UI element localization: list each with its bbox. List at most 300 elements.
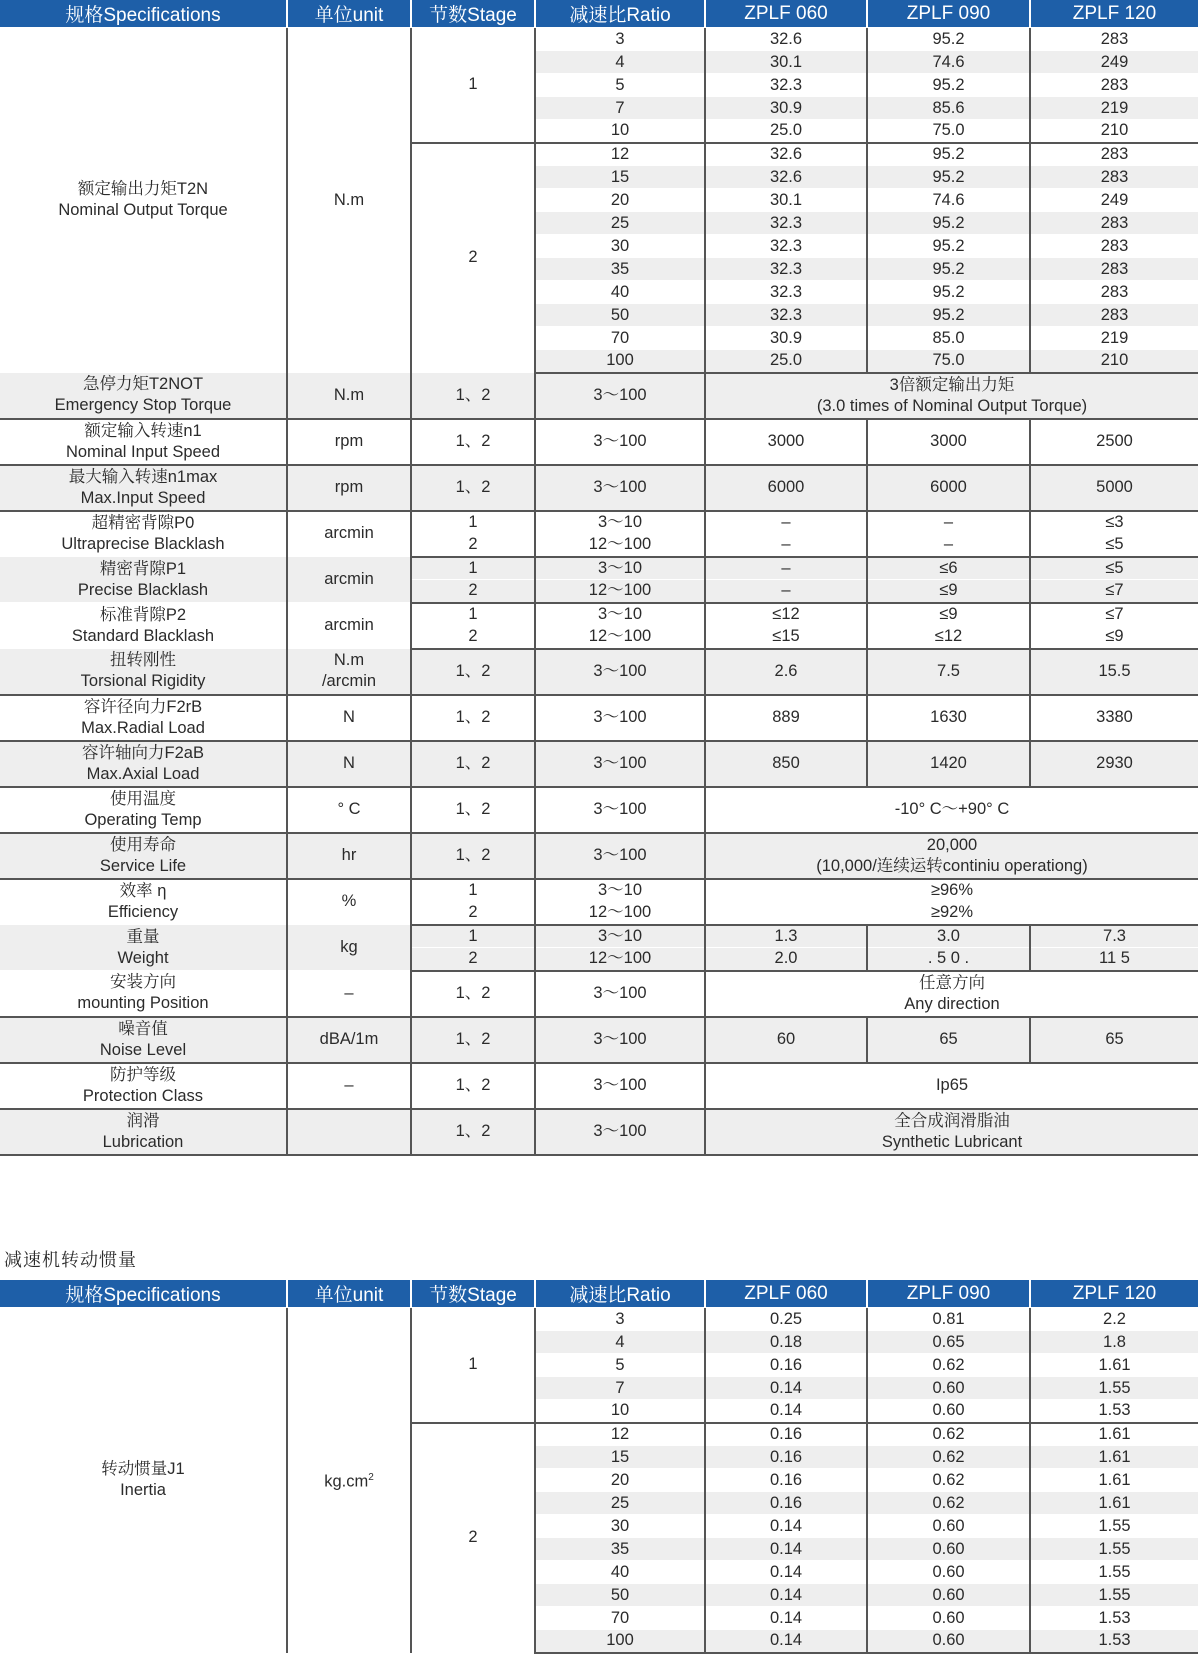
spec-label-en: Precise Blacklash xyxy=(77,580,209,599)
zplf-120-value: 283 xyxy=(1030,281,1198,304)
table-row xyxy=(0,741,1198,787)
ratio-cell: 50 xyxy=(535,1584,705,1607)
spec-label xyxy=(0,465,287,511)
spec-label-cn: 急停力矩T2NOT xyxy=(82,375,204,394)
zplf-090-value: 0.62 xyxy=(867,1469,1030,1492)
zplf-120-value: 283 xyxy=(1030,258,1198,281)
spec-label-cn: 容许轴向力F2aB xyxy=(82,743,204,762)
ratio-cell: 3～10 xyxy=(535,603,705,626)
zplf-060-value: 32.3 xyxy=(705,258,867,281)
zplf-120-value: ≤3 xyxy=(1030,511,1198,534)
unit-cell: N xyxy=(287,741,411,787)
zplf-120-value: 1.53 xyxy=(1030,1400,1198,1423)
merged-value-line-1: 3倍额定输出力矩 xyxy=(889,375,1015,394)
zplf-120-value: 1.61 xyxy=(1030,1354,1198,1377)
spec-label-cn: 标准背隙P2 xyxy=(99,605,187,624)
merged-value: ≥92% xyxy=(705,902,1198,925)
ratio-cell: 3～100 xyxy=(535,787,705,833)
unit-line-2: /arcmin xyxy=(321,672,377,691)
zplf-060-value: 0.14 xyxy=(705,1561,867,1584)
unit-cell: hr xyxy=(287,833,411,879)
zplf-090-value: 0.60 xyxy=(867,1400,1030,1423)
merged-value-line-2: Synthetic Lubricant xyxy=(881,1132,1023,1151)
zplf-120-value: 283 xyxy=(1030,74,1198,97)
table-row xyxy=(0,465,1198,511)
merged-value xyxy=(705,833,1198,879)
zplf-120-value: ≤5 xyxy=(1030,534,1198,557)
spec-label xyxy=(0,971,287,1017)
zplf-090-value: 1630 xyxy=(867,695,1030,741)
zplf-060-value: 2.6 xyxy=(705,649,867,695)
spec-label xyxy=(0,1017,287,1063)
header-zplf-060: ZPLF 060 xyxy=(705,1280,867,1308)
spec-label-cn: 额定输入转速n1 xyxy=(84,421,202,440)
ratio-cell: 3～100 xyxy=(535,419,705,465)
spec-label-cn: 润滑 xyxy=(126,1111,160,1130)
spec-label-cn: 容许径向力F2rB xyxy=(83,697,203,716)
ratio-cell: 50 xyxy=(535,304,705,327)
table-row xyxy=(0,1308,1198,1331)
table-row xyxy=(0,649,1198,695)
ratio-cell: 3～100 xyxy=(535,741,705,787)
unit-cell: N xyxy=(287,695,411,741)
table-row xyxy=(0,373,1198,419)
header-zplf-090: ZPLF 090 xyxy=(867,0,1030,28)
table-row xyxy=(0,833,1198,879)
ratio-cell: 100 xyxy=(535,1630,705,1653)
zplf-060-value: 1.3 xyxy=(705,925,867,948)
zplf-120-value: 2930 xyxy=(1030,741,1198,787)
unit-cell: arcmin xyxy=(287,603,411,649)
zplf-060-value: 0.14 xyxy=(705,1584,867,1607)
zplf-090-value: – xyxy=(867,534,1030,557)
table-row xyxy=(0,419,1198,465)
stage-cell: 1 xyxy=(411,603,535,626)
ratio-cell: 3 xyxy=(535,1308,705,1331)
ratio-cell: 3～100 xyxy=(535,1063,705,1109)
header-ratio: 减速比Ratio xyxy=(535,1280,705,1308)
zplf-120-value: 283 xyxy=(1030,166,1198,189)
zplf-120-value: 283 xyxy=(1030,235,1198,258)
zplf-120-value: 210 xyxy=(1030,120,1198,143)
spec-label-en: Standard Blacklash xyxy=(71,626,215,645)
zplf-060-value: 889 xyxy=(705,695,867,741)
spec-label-en: Noise Level xyxy=(99,1040,187,1059)
spec-label-cn: 使用温度 xyxy=(110,789,176,808)
spec-label-en: Nominal Output Torque xyxy=(58,201,228,219)
zplf-120-value: 1.53 xyxy=(1030,1630,1198,1653)
header-ratio: 减速比Ratio xyxy=(535,0,705,28)
zplf-090-value: . 5 0 . xyxy=(867,948,1030,971)
zplf-120-value: ≤7 xyxy=(1030,603,1198,626)
unit-cell: arcmin xyxy=(287,511,411,557)
table-row xyxy=(0,1017,1198,1063)
stage-cell: 1、2 xyxy=(411,1063,535,1109)
zplf-120-value: 283 xyxy=(1030,28,1198,51)
zplf-060-value: 30.9 xyxy=(705,327,867,350)
spec-label-cn: 最大输入转速n1max xyxy=(68,467,218,486)
zplf-120-value: 2.2 xyxy=(1030,1308,1198,1331)
stage-cell: 1、2 xyxy=(411,373,535,419)
ratio-cell: 3～10 xyxy=(535,879,705,902)
stage-cell: 2 xyxy=(411,902,535,925)
zplf-090-value: – xyxy=(867,511,1030,534)
zplf-060-value: 32.3 xyxy=(705,281,867,304)
spec-label xyxy=(0,557,287,603)
zplf-060-value: 850 xyxy=(705,741,867,787)
zplf-060-value: 60 xyxy=(705,1017,867,1063)
unit-cell xyxy=(287,1109,411,1155)
ratio-cell: 100 xyxy=(535,350,705,373)
zplf-090-value: 95.2 xyxy=(867,281,1030,304)
spec-label xyxy=(0,373,287,419)
zplf-090-value: ≤6 xyxy=(867,557,1030,580)
zplf-120-value: 15.5 xyxy=(1030,649,1198,695)
zplf-090-value: ≤9 xyxy=(867,580,1030,603)
zplf-120-value: 1.55 xyxy=(1030,1538,1198,1561)
ratio-cell: 12～100 xyxy=(535,580,705,603)
zplf-120-value: 2500 xyxy=(1030,419,1198,465)
ratio-cell: 35 xyxy=(535,258,705,281)
spec-label xyxy=(0,419,287,465)
table-row xyxy=(0,971,1198,1017)
zplf-090-value: 0.60 xyxy=(867,1561,1030,1584)
zplf-120-value: 5000 xyxy=(1030,465,1198,511)
ratio-cell: 3～100 xyxy=(535,833,705,879)
spec-label-en: Efficiency xyxy=(107,902,179,921)
zplf-060-value: 30.1 xyxy=(705,189,867,212)
zplf-060-value: 32.3 xyxy=(705,304,867,327)
ratio-cell: 3～10 xyxy=(535,511,705,534)
ratio-cell: 15 xyxy=(535,166,705,189)
zplf-090-value: 3000 xyxy=(867,419,1030,465)
stage-cell: 2 xyxy=(411,948,535,971)
zplf-060-value: 3000 xyxy=(705,419,867,465)
spec-label-cn: 噪音值 xyxy=(118,1019,168,1038)
header-row xyxy=(0,0,1198,28)
spec-label-cn: 扭转刚性 xyxy=(110,651,176,670)
header-zplf-090: ZPLF 090 xyxy=(867,1280,1030,1308)
spec-label-en: Max.Axial Load xyxy=(86,764,200,783)
spec-label-en: Emergency Stop Torque xyxy=(54,396,232,415)
zplf-060-value: 0.14 xyxy=(705,1515,867,1538)
unit-cell: dBA/1m xyxy=(287,1017,411,1063)
zplf-120-value: 1.55 xyxy=(1030,1584,1198,1607)
ratio-cell: 4 xyxy=(535,51,705,74)
zplf-060-value: 0.14 xyxy=(705,1630,867,1653)
zplf-120-value: ≤5 xyxy=(1030,557,1198,580)
spec-label-en: Service Life xyxy=(99,856,187,875)
zplf-120-value: ≤7 xyxy=(1030,580,1198,603)
ratio-cell: 3～100 xyxy=(535,465,705,511)
zplf-090-value: 95.2 xyxy=(867,28,1030,51)
unit-cell: ° C xyxy=(287,787,411,833)
zplf-090-value: 95.2 xyxy=(867,235,1030,258)
spec-label-en: Protection Class xyxy=(82,1086,204,1105)
merged-value-line-2: (3.0 times of Nominal Output Torque) xyxy=(816,396,1088,415)
ratio-cell: 3～100 xyxy=(535,373,705,419)
stage-cell: 1、2 xyxy=(411,465,535,511)
zplf-060-value: 32.6 xyxy=(705,166,867,189)
zplf-060-value: 0.16 xyxy=(705,1354,867,1377)
zplf-090-value: 0.65 xyxy=(867,1331,1030,1354)
zplf-060-value: 30.9 xyxy=(705,97,867,120)
zplf-090-value: 0.62 xyxy=(867,1354,1030,1377)
zplf-120-value: 283 xyxy=(1030,304,1198,327)
spec-label xyxy=(0,1308,287,1653)
ratio-cell: 3～100 xyxy=(535,649,705,695)
zplf-060-value: ≤15 xyxy=(705,626,867,649)
unit-cell: kg xyxy=(287,925,411,971)
zplf-090-value: 85.6 xyxy=(867,97,1030,120)
ratio-cell: 3～10 xyxy=(535,925,705,948)
zplf-120-value: 1.55 xyxy=(1030,1377,1198,1400)
ratio-cell: 3～100 xyxy=(535,1109,705,1155)
unit-text: kg.cm xyxy=(324,1472,369,1491)
zplf-060-value: 0.14 xyxy=(705,1607,867,1630)
stage-cell: 2 xyxy=(411,534,535,557)
zplf-090-value: 3.0 xyxy=(867,925,1030,948)
table-row xyxy=(0,603,1198,626)
zplf-060-value: 0.16 xyxy=(705,1423,867,1446)
stage-cell: 1、2 xyxy=(411,1017,535,1063)
zplf-120-value: 1.8 xyxy=(1030,1331,1198,1354)
zplf-060-value: 32.3 xyxy=(705,235,867,258)
spec-label xyxy=(0,1109,287,1155)
zplf-060-value: 25.0 xyxy=(705,350,867,373)
unit-cell: arcmin xyxy=(287,557,411,603)
zplf-120-value: 11 5 xyxy=(1030,948,1198,971)
zplf-090-value: 95.2 xyxy=(867,143,1030,166)
unit-superscript: 2 xyxy=(368,1472,374,1484)
header-stage: 节数Stage xyxy=(411,0,535,28)
unit-cell: rpm xyxy=(287,419,411,465)
ratio-cell: 12～100 xyxy=(535,534,705,557)
ratio-cell: 7 xyxy=(535,97,705,120)
unit-line-1: N.m xyxy=(333,651,365,670)
stage-cell: 1、2 xyxy=(411,741,535,787)
ratio-cell: 12～100 xyxy=(535,902,705,925)
merged-value xyxy=(705,1109,1198,1155)
ratio-cell: 12 xyxy=(535,1423,705,1446)
merged-value-line-1: 20,000 xyxy=(926,835,978,854)
zplf-060-value: – xyxy=(705,511,867,534)
zplf-060-value: 0.16 xyxy=(705,1492,867,1515)
stage-cell: 1、2 xyxy=(411,695,535,741)
zplf-060-value: ≤12 xyxy=(705,603,867,626)
ratio-cell: 3 xyxy=(535,28,705,51)
ratio-cell: 35 xyxy=(535,1538,705,1561)
zplf-090-value: 6000 xyxy=(867,465,1030,511)
spec-label-en: Nominal Input Speed xyxy=(65,442,221,461)
spec-label-cn: 使用寿命 xyxy=(110,835,176,854)
header-zplf-060: ZPLF 060 xyxy=(705,0,867,28)
ratio-cell: 12 xyxy=(535,143,705,166)
spec-label-cn: 精密背隙P1 xyxy=(99,559,187,578)
spec-label xyxy=(0,925,287,971)
header-specifications: 规格Specifications xyxy=(0,0,287,28)
unit-text: N.m xyxy=(333,190,365,209)
zplf-060-value: 30.1 xyxy=(705,51,867,74)
zplf-060-value: 32.6 xyxy=(705,28,867,51)
zplf-060-value: 0.14 xyxy=(705,1400,867,1423)
stage-cell: 2 xyxy=(411,1423,535,1653)
table-row xyxy=(0,28,1198,51)
table-row xyxy=(0,1109,1198,1155)
zplf-060-value: – xyxy=(705,557,867,580)
spec-label-cn: 安装方向 xyxy=(110,973,176,992)
spec-label-en: mounting Position xyxy=(77,994,209,1013)
zplf-090-value: 1420 xyxy=(867,741,1030,787)
ratio-cell: 12～100 xyxy=(535,626,705,649)
ratio-cell: 40 xyxy=(535,281,705,304)
zplf-060-value: 0.14 xyxy=(705,1538,867,1561)
spec-label-en: Max.Input Speed xyxy=(80,488,206,507)
stage-cell: 2 xyxy=(411,580,535,603)
zplf-120-value: 3380 xyxy=(1030,695,1198,741)
spec-label-en: Weight xyxy=(117,948,169,967)
zplf-090-value: 0.60 xyxy=(867,1515,1030,1538)
spec-label-en: Max.Radial Load xyxy=(81,718,205,737)
spec-label-cn: 超精密背隙P0 xyxy=(91,513,195,532)
ratio-cell: 3～100 xyxy=(535,695,705,741)
table-row xyxy=(0,925,1198,948)
zplf-120-value: 65 xyxy=(1030,1017,1198,1063)
unit-cell xyxy=(287,28,411,373)
merged-value: ≥96% xyxy=(705,879,1198,902)
spec-label xyxy=(0,787,287,833)
ratio-cell: 3～100 xyxy=(535,971,705,1017)
spec-label-cn: 防护等级 xyxy=(110,1065,176,1084)
ratio-cell: 70 xyxy=(535,1607,705,1630)
stage-cell: 1、2 xyxy=(411,787,535,833)
stage-cell: 1、2 xyxy=(411,1109,535,1155)
zplf-060-value: 0.16 xyxy=(705,1469,867,1492)
stage-cell: 1 xyxy=(411,879,535,902)
spec-label xyxy=(0,695,287,741)
spec-label-en: Inertia xyxy=(120,1481,166,1499)
zplf-090-value: 0.60 xyxy=(867,1377,1030,1400)
ratio-cell: 5 xyxy=(535,74,705,97)
zplf-120-value: 283 xyxy=(1030,143,1198,166)
spec-label xyxy=(0,649,287,695)
stage-cell: 1、2 xyxy=(411,833,535,879)
zplf-090-value: 95.2 xyxy=(867,304,1030,327)
spec-label-en: Lubrication xyxy=(102,1132,184,1151)
table-row xyxy=(0,1063,1198,1109)
spec-label xyxy=(0,511,287,557)
header-unit: 单位unit xyxy=(287,0,411,28)
zplf-120-value: 1.61 xyxy=(1030,1469,1198,1492)
spec-label xyxy=(0,879,287,925)
zplf-090-value: 75.0 xyxy=(867,350,1030,373)
merged-value-line-2: Any direction xyxy=(904,994,1000,1013)
unit-cell xyxy=(287,1308,411,1653)
zplf-060-value: 32.3 xyxy=(705,212,867,235)
zplf-090-value: 95.2 xyxy=(867,166,1030,189)
ratio-cell: 3～10 xyxy=(535,557,705,580)
header-specifications: 规格Specifications xyxy=(0,1280,287,1308)
zplf-120-value: ≤9 xyxy=(1030,626,1198,649)
zplf-060-value: 0.25 xyxy=(705,1308,867,1331)
stage-cell: 2 xyxy=(411,626,535,649)
merged-value-line-1: 全合成润滑脂油 xyxy=(894,1111,1010,1130)
merged-value: Ip65 xyxy=(705,1063,1198,1109)
stage-cell: 1 xyxy=(411,511,535,534)
zplf-060-value: 32.3 xyxy=(705,74,867,97)
ratio-cell: 20 xyxy=(535,1469,705,1492)
header-zplf-120: ZPLF 120 xyxy=(1030,1280,1198,1308)
unit-cell xyxy=(287,649,411,695)
spec-label-en: Ultraprecise Blacklash xyxy=(61,534,225,553)
zplf-060-value: 0.18 xyxy=(705,1331,867,1354)
ratio-cell: 40 xyxy=(535,1561,705,1584)
zplf-090-value: 65 xyxy=(867,1017,1030,1063)
ratio-cell: 25 xyxy=(535,1492,705,1515)
merged-value-line-1: 任意方向 xyxy=(919,973,985,992)
zplf-090-value: 0.60 xyxy=(867,1630,1030,1653)
table-row xyxy=(0,787,1198,833)
stage-cell: 1 xyxy=(411,557,535,580)
ratio-cell: 20 xyxy=(535,189,705,212)
zplf-090-value: 74.6 xyxy=(867,51,1030,74)
zplf-120-value: 249 xyxy=(1030,189,1198,212)
zplf-090-value: 0.60 xyxy=(867,1538,1030,1561)
spec-label-en: Operating Temp xyxy=(84,810,202,829)
header-zplf-120: ZPLF 120 xyxy=(1030,0,1198,28)
header-row xyxy=(0,1280,1198,1308)
zplf-090-value: 0.62 xyxy=(867,1446,1030,1469)
zplf-090-value: 95.2 xyxy=(867,212,1030,235)
ratio-cell: 10 xyxy=(535,1400,705,1423)
inertia-section-caption: 减速机转动惯量 xyxy=(4,1250,137,1270)
unit-cell: % xyxy=(287,879,411,925)
header-stage: 节数Stage xyxy=(411,1280,535,1308)
spec-label-cn: 转动惯量J1 xyxy=(101,1460,185,1478)
ratio-cell: 4 xyxy=(535,1331,705,1354)
spec-label-cn: 重量 xyxy=(126,927,160,946)
ratio-cell: 12～100 xyxy=(535,948,705,971)
spec-label xyxy=(0,741,287,787)
table-row xyxy=(0,557,1198,580)
stage-cell: 2 xyxy=(411,143,535,373)
zplf-060-value: 2.0 xyxy=(705,948,867,971)
zplf-120-value: 210 xyxy=(1030,350,1198,373)
unit-cell: rpm xyxy=(287,465,411,511)
stage-cell: 1、2 xyxy=(411,419,535,465)
merged-value xyxy=(705,373,1198,419)
zplf-060-value: 0.16 xyxy=(705,1446,867,1469)
spec-label xyxy=(0,603,287,649)
zplf-090-value: 0.60 xyxy=(867,1584,1030,1607)
ratio-cell: 15 xyxy=(535,1446,705,1469)
zplf-120-value: 219 xyxy=(1030,327,1198,350)
zplf-090-value: 95.2 xyxy=(867,74,1030,97)
table-row xyxy=(0,511,1198,534)
spec-label-en: Torsional Rigidity xyxy=(80,672,206,691)
zplf-120-value: 1.55 xyxy=(1030,1561,1198,1584)
zplf-060-value: 0.14 xyxy=(705,1377,867,1400)
ratio-cell: 30 xyxy=(535,235,705,258)
zplf-090-value: 74.6 xyxy=(867,189,1030,212)
unit-cell: N.m xyxy=(287,373,411,419)
zplf-060-value: 25.0 xyxy=(705,120,867,143)
ratio-cell: 5 xyxy=(535,1354,705,1377)
zplf-090-value: 75.0 xyxy=(867,120,1030,143)
zplf-120-value: 1.53 xyxy=(1030,1607,1198,1630)
ratio-cell: 10 xyxy=(535,120,705,143)
zplf-060-value: 6000 xyxy=(705,465,867,511)
